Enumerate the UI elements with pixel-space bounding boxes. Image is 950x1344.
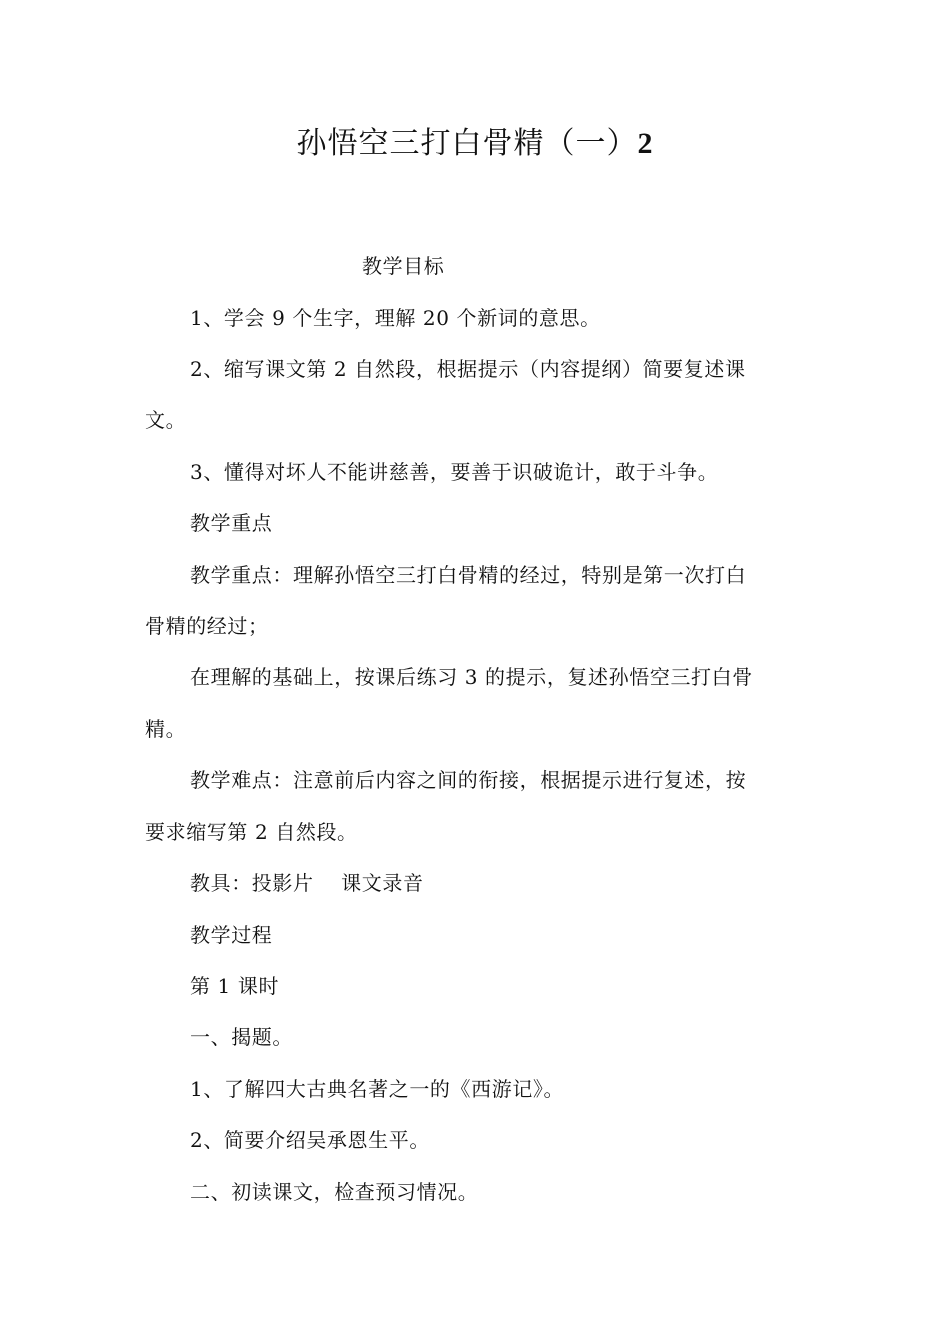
- title-number: 2: [637, 127, 654, 160]
- paragraph-line: 要求缩写第 2 自然段。: [145, 820, 358, 844]
- paragraph-line: 教学难点：注意前后内容之间的衔接，根据提示进行复述，按: [190, 768, 747, 792]
- title-text: 孙悟空三打白骨精（一）: [296, 126, 638, 161]
- paragraph-line: 1、了解四大古典名著之一的《西游记》。: [190, 1077, 565, 1101]
- paragraph-line: 教学重点：理解孙悟空三打白骨精的经过，特别是第一次打白: [190, 563, 747, 587]
- paragraph-line: 第 1 课时: [190, 974, 280, 998]
- heading-key-points: 教学重点: [190, 511, 273, 535]
- heading-teaching-objectives: 教学目标: [362, 254, 445, 278]
- paragraph-line: 二、初读课文，检查预习情况。: [190, 1180, 479, 1204]
- paragraph-line: 2、简要介绍吴承恩生平。: [190, 1128, 430, 1152]
- paragraph-line: 文。: [145, 408, 187, 432]
- paragraph-line: 一、揭题。: [190, 1025, 293, 1049]
- document-title: [0, 122, 950, 166]
- paragraph-line: 精。: [145, 717, 187, 741]
- paragraph-line: 教具：投影片 课文录音: [190, 871, 424, 895]
- heading-teaching-process: 教学过程: [190, 923, 273, 947]
- paragraph-line: 骨精的经过；: [145, 614, 269, 638]
- paragraph-line: 在理解的基础上，按课后练习 3 的提示，复述孙悟空三打白骨: [190, 665, 753, 689]
- paragraph-line: 2、缩写课文第 2 自然段，根据提示（内容提纲）简要复述课: [190, 357, 746, 381]
- paragraph-line: 1、学会 9 个生字，理解 20 个新词的意思。: [190, 306, 601, 330]
- paragraph-line: 3、懂得对坏人不能讲慈善，要善于识破诡计，敢于斗争。: [190, 460, 719, 484]
